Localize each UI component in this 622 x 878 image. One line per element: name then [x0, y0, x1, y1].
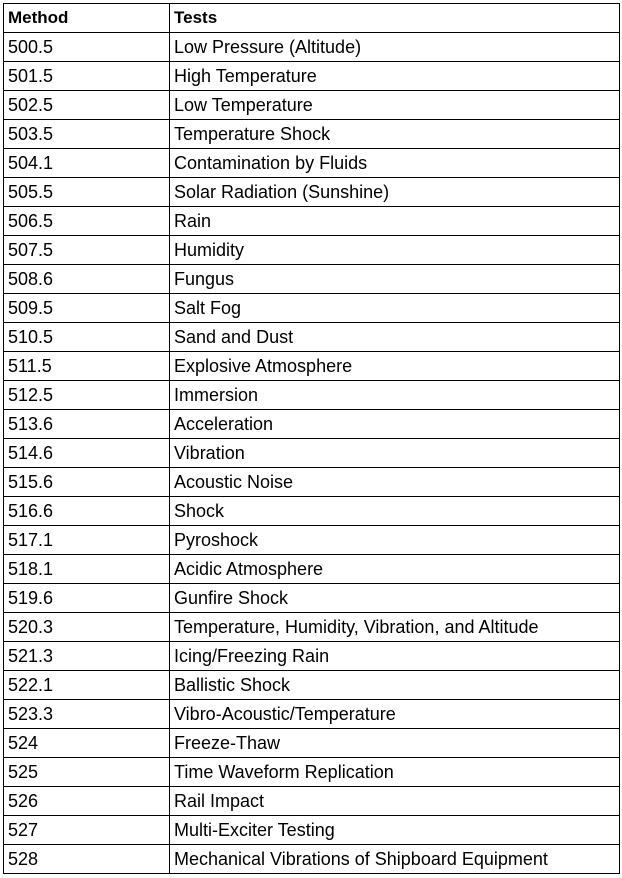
table-row — [4, 555, 620, 584]
test-cell: Low Temperature — [170, 91, 620, 120]
method-cell: 518.1 — [4, 555, 170, 584]
method-cell: 504.1 — [4, 149, 170, 178]
table-row — [4, 149, 620, 178]
test-cell: Gunfire Shock — [170, 584, 620, 613]
table-row — [4, 62, 620, 91]
table-row — [4, 671, 620, 700]
tests-column-header: Tests — [170, 4, 620, 33]
test-cell: Sand and Dust — [170, 323, 620, 352]
test-cell: Contamination by Fluids — [170, 149, 620, 178]
table-header — [4, 4, 620, 33]
table-row — [4, 845, 620, 874]
method-cell: 516.6 — [4, 497, 170, 526]
method-cell: 508.6 — [4, 265, 170, 294]
test-cell: Acidic Atmosphere — [170, 555, 620, 584]
test-cell: Rail Impact — [170, 787, 620, 816]
test-cell: Time Waveform Replication — [170, 758, 620, 787]
test-cell: Mechanical Vibrations of Shipboard Equipment — [170, 845, 620, 874]
test-cell: Acoustic Noise — [170, 468, 620, 497]
test-cell: Immersion — [170, 381, 620, 410]
table-row — [4, 410, 620, 439]
method-cell: 513.6 — [4, 410, 170, 439]
method-cell: 509.5 — [4, 294, 170, 323]
table-row — [4, 120, 620, 149]
method-cell: 512.5 — [4, 381, 170, 410]
method-cell: 506.5 — [4, 207, 170, 236]
method-cell: 511.5 — [4, 352, 170, 381]
method-cell: 501.5 — [4, 62, 170, 91]
table-row — [4, 642, 620, 671]
table-row — [4, 381, 620, 410]
table-row — [4, 758, 620, 787]
test-cell: Freeze-Thaw — [170, 729, 620, 758]
test-cell: Humidity — [170, 236, 620, 265]
table-row — [4, 526, 620, 555]
methods-table — [3, 3, 620, 874]
test-cell: Vibration — [170, 439, 620, 468]
test-cell: Salt Fog — [170, 294, 620, 323]
method-cell: 528 — [4, 845, 170, 874]
table-row — [4, 323, 620, 352]
table-row — [4, 787, 620, 816]
method-cell: 520.3 — [4, 613, 170, 642]
method-cell: 500.5 — [4, 33, 170, 62]
method-column-header: Method — [4, 4, 170, 33]
method-cell: 517.1 — [4, 526, 170, 555]
method-cell: 522.1 — [4, 671, 170, 700]
method-cell: 505.5 — [4, 178, 170, 207]
method-cell: 524 — [4, 729, 170, 758]
table-row — [4, 91, 620, 120]
method-cell: 515.6 — [4, 468, 170, 497]
test-cell: Multi-Exciter Testing — [170, 816, 620, 845]
table-row — [4, 584, 620, 613]
table-row — [4, 207, 620, 236]
method-cell: 510.5 — [4, 323, 170, 352]
table-row — [4, 729, 620, 758]
test-cell: Acceleration — [170, 410, 620, 439]
table-row — [4, 439, 620, 468]
table-row — [4, 294, 620, 323]
table-row — [4, 236, 620, 265]
test-cell: Solar Radiation (Sunshine) — [170, 178, 620, 207]
table-row — [4, 613, 620, 642]
table-row — [4, 265, 620, 294]
table-row — [4, 497, 620, 526]
method-cell: 526 — [4, 787, 170, 816]
test-cell: Temperature, Humidity, Vibration, and Altitude — [170, 613, 620, 642]
header-row — [4, 4, 620, 33]
method-cell: 519.6 — [4, 584, 170, 613]
test-cell: Pyroshock — [170, 526, 620, 555]
table-row — [4, 33, 620, 62]
table-row — [4, 816, 620, 845]
test-cell: Fungus — [170, 265, 620, 294]
method-cell: 502.5 — [4, 91, 170, 120]
test-cell: Temperature Shock — [170, 120, 620, 149]
test-cell: Shock — [170, 497, 620, 526]
method-cell: 525 — [4, 758, 170, 787]
method-cell: 503.5 — [4, 120, 170, 149]
table-row — [4, 352, 620, 381]
method-cell: 521.3 — [4, 642, 170, 671]
test-cell: Explosive Atmosphere — [170, 352, 620, 381]
test-cell: Rain — [170, 207, 620, 236]
table-row — [4, 468, 620, 497]
test-cell: High Temperature — [170, 62, 620, 91]
table-row — [4, 700, 620, 729]
test-cell: Low Pressure (Altitude) — [170, 33, 620, 62]
test-cell: Vibro-Acoustic/Temperature — [170, 700, 620, 729]
test-cell: Icing/Freezing Rain — [170, 642, 620, 671]
table-row — [4, 178, 620, 207]
test-cell: Ballistic Shock — [170, 671, 620, 700]
method-cell: 514.6 — [4, 439, 170, 468]
method-cell: 523.3 — [4, 700, 170, 729]
table-body — [4, 33, 620, 874]
method-cell: 527 — [4, 816, 170, 845]
method-cell: 507.5 — [4, 236, 170, 265]
